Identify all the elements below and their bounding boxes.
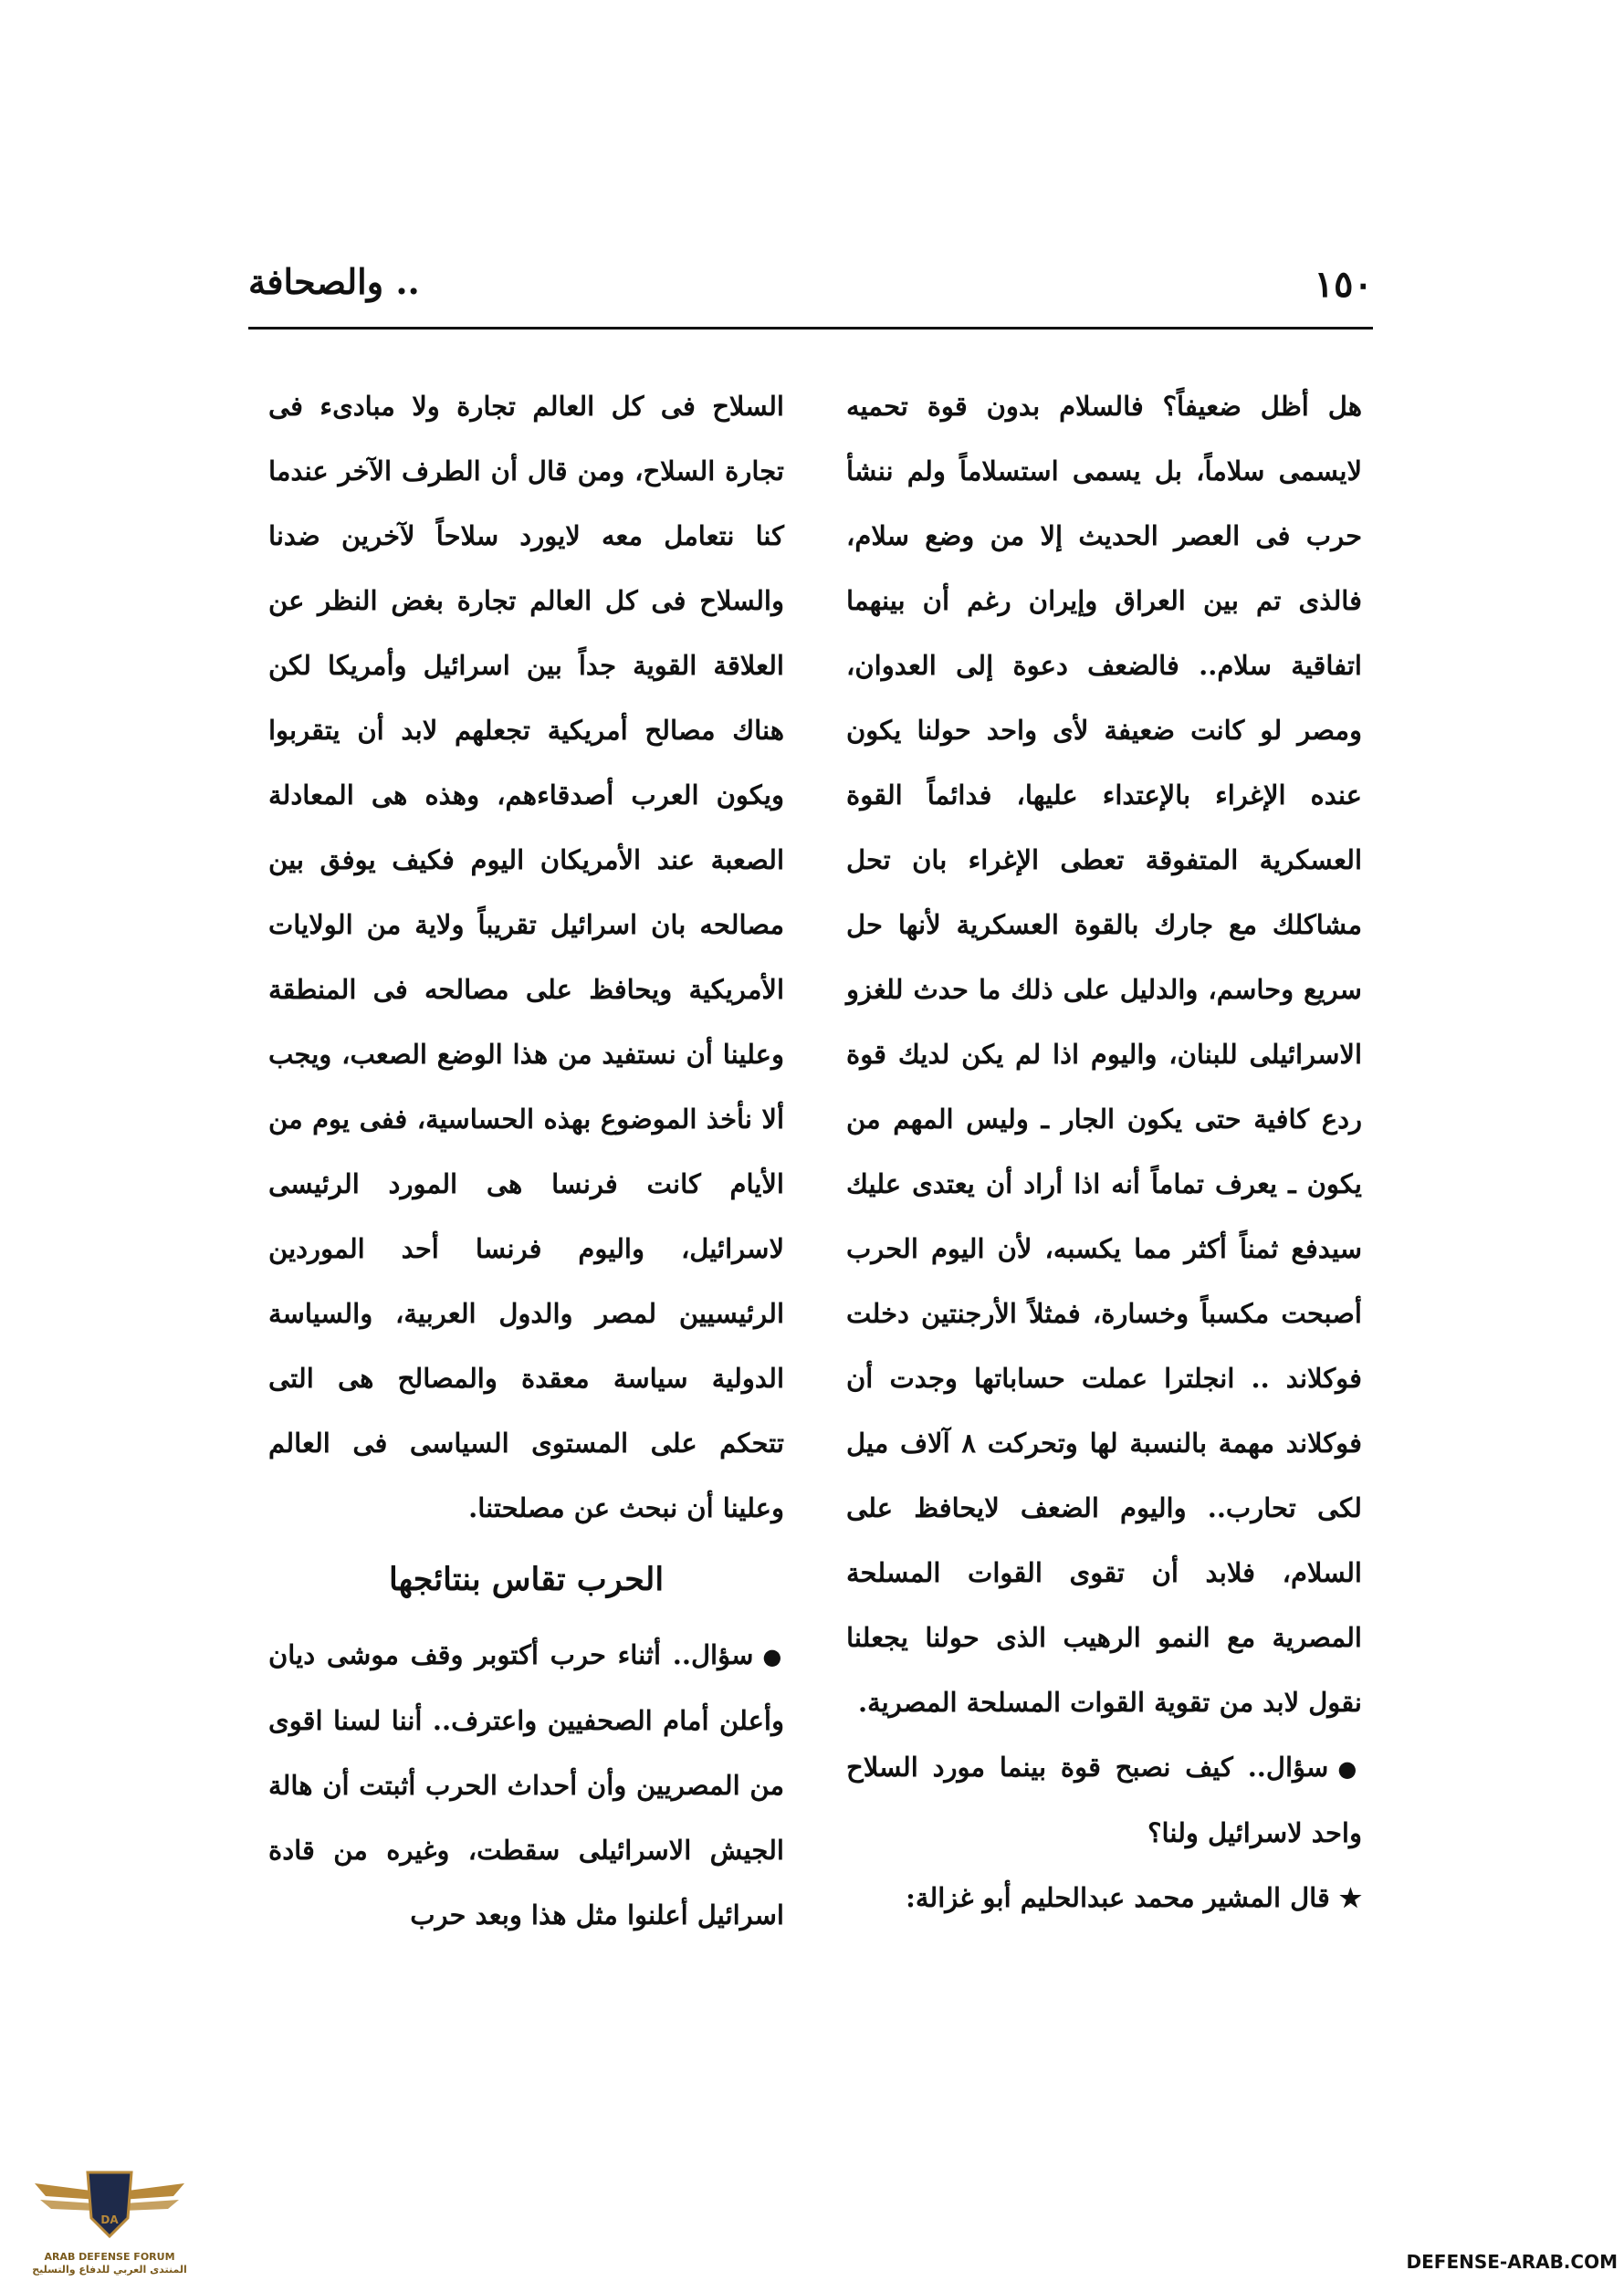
- question: [846, 1735, 1362, 1866]
- question-text: سؤال.. كيف نصبح قوة بينما مورد السلاح واحد لاسرائيل ولنا؟: [846, 1752, 1362, 1848]
- logo-initials: DA: [100, 2213, 119, 2226]
- star-icon: ★: [1338, 1883, 1362, 1913]
- paragraph: هل أظل ضعيفاً؟ فالسلام بدون قوة تحميه لايسمى سلاماً، بل يسمى استسلاماً ولم ننشأ حرب فى العصر الحديث إلا من وضع سلام، فالذى تم بين العراق وإيران رغم أن بينهما اتفاقية سلام.. فالضعف دعوة إلى العدوان، ومصر لو كانت ضعيفة لأى واحد حولنا يكون عنده الإغراء بالإعتداء عليها، فدائماً القوة العسكرية المتفوقة تعطى الإغراء بان تحل مشاكلك مع جارك بالقوة العسكرية لأنها حل سريع وحاسم، والدليل على ذلك ما حدث للغزو الاسرائيلى للبنان، واليوم اذا لم يكن لديك قوة ردع كافية حتى يكون الجار ـ وليس المهم من يكون ـ يعرف تماماً أنه اذا أراد أن يعتدى عليك سيدفع ثمناً أكثر مما يكسبه، لأن اليوم الحرب أصبحت مكسباً وخسارة، فمثلاً الأرجنتين دخلت فوكلاند .. انجلترا عملت حساباتها وجدت أن فوكلاند مهمة بالنسبة لها وتحركت ٨ آلاف ميل لكى تحارب.. واليوم الضعف لايحافظ على السلام، فلابد أن تقوى القوات المسلحة المصرية مع النمو الرهيب الذى حولنا يجعلنا نقول لابد من تقوية القوات المسلحة المصرية.: [846, 391, 1362, 1718]
- left-column: [268, 374, 784, 1948]
- page-header: [248, 256, 1373, 321]
- forum-logo: [27, 2163, 192, 2277]
- logo-name-arabic: المنتدى العربي للدفاع والتسليح: [32, 2264, 187, 2276]
- bullet-icon: ●: [1337, 1755, 1362, 1782]
- paragraph: السلاح فى كل العالم تجارة ولا مبادىء فى تجارة السلاح، ومن قال أن الطرف الآخر عندما كنا نتعامل معه لايورد سلاحاً لآخرين ضدنا والسلاح فى كل العالم تجارة بغض النظر عن العلاقة القوية جداً بين اسرائيل وأمريكا لكن هناك مصالح أمريكية تجعلهم لابد أن يتقربوا ويكون العرب أصدقاءهم، وهذه هى المعادلة الصعبة عند الأمريكان اليوم فكيف يوفق بين مصالحه بان اسرائيل تقريباً ولاية من الولايات الأمريكية ويحافظ على مصالحه فى المنطقة وعلينا أن نستفيد من هذا الوضع الصعب، ويجب ألا نأخذ الموضوع بهذه الحساسية، ففى يوم من الأيام كانت فرنسا هى المورد الرئيسى لاسرائيل، واليوم فرنسا أحد الموردين الرئيسيين لمصر والدول العربية، والسياسة الدولية سياسة معقدة والمصالح هى التى تتحكم على المستوى السياسى فى العالم وعلينا أن نبحث عن مصلحتنا.: [268, 391, 784, 1523]
- eagle-shield-icon: [27, 2163, 192, 2250]
- answer-text: قال المشير محمد عبدالحليم أبو غزالة:: [906, 1882, 1330, 1913]
- answer-intro: [846, 1866, 1362, 1930]
- site-watermark: DEFENSE-ARAB.COM: [1406, 2251, 1618, 2273]
- header-rule: [248, 327, 1373, 330]
- question-text: سؤال.. أثناء حرب أكتوبر وقف موشى ديان وأعلن أمام الصحفيين واعترف.. أننا لسنا اقوى من المصريين وأن أحداث الحرب أثبتت أن هالة الجيش الاسرائيلى سقطت، وغيره من قادة اسرائيل أعلنوا مثل هذا وبعد حرب: [268, 1639, 784, 1930]
- bullet-icon: ●: [762, 1643, 784, 1669]
- page-number: ١٥٠: [1314, 263, 1373, 306]
- section-heading: الحرب تقاس بنتائجها: [388, 1561, 665, 1598]
- logo-name-english: ARAB DEFENSE FORUM: [44, 2251, 175, 2263]
- question: [268, 1623, 784, 1948]
- running-title: .. والصحافة: [248, 261, 420, 302]
- right-column: [846, 374, 1362, 1930]
